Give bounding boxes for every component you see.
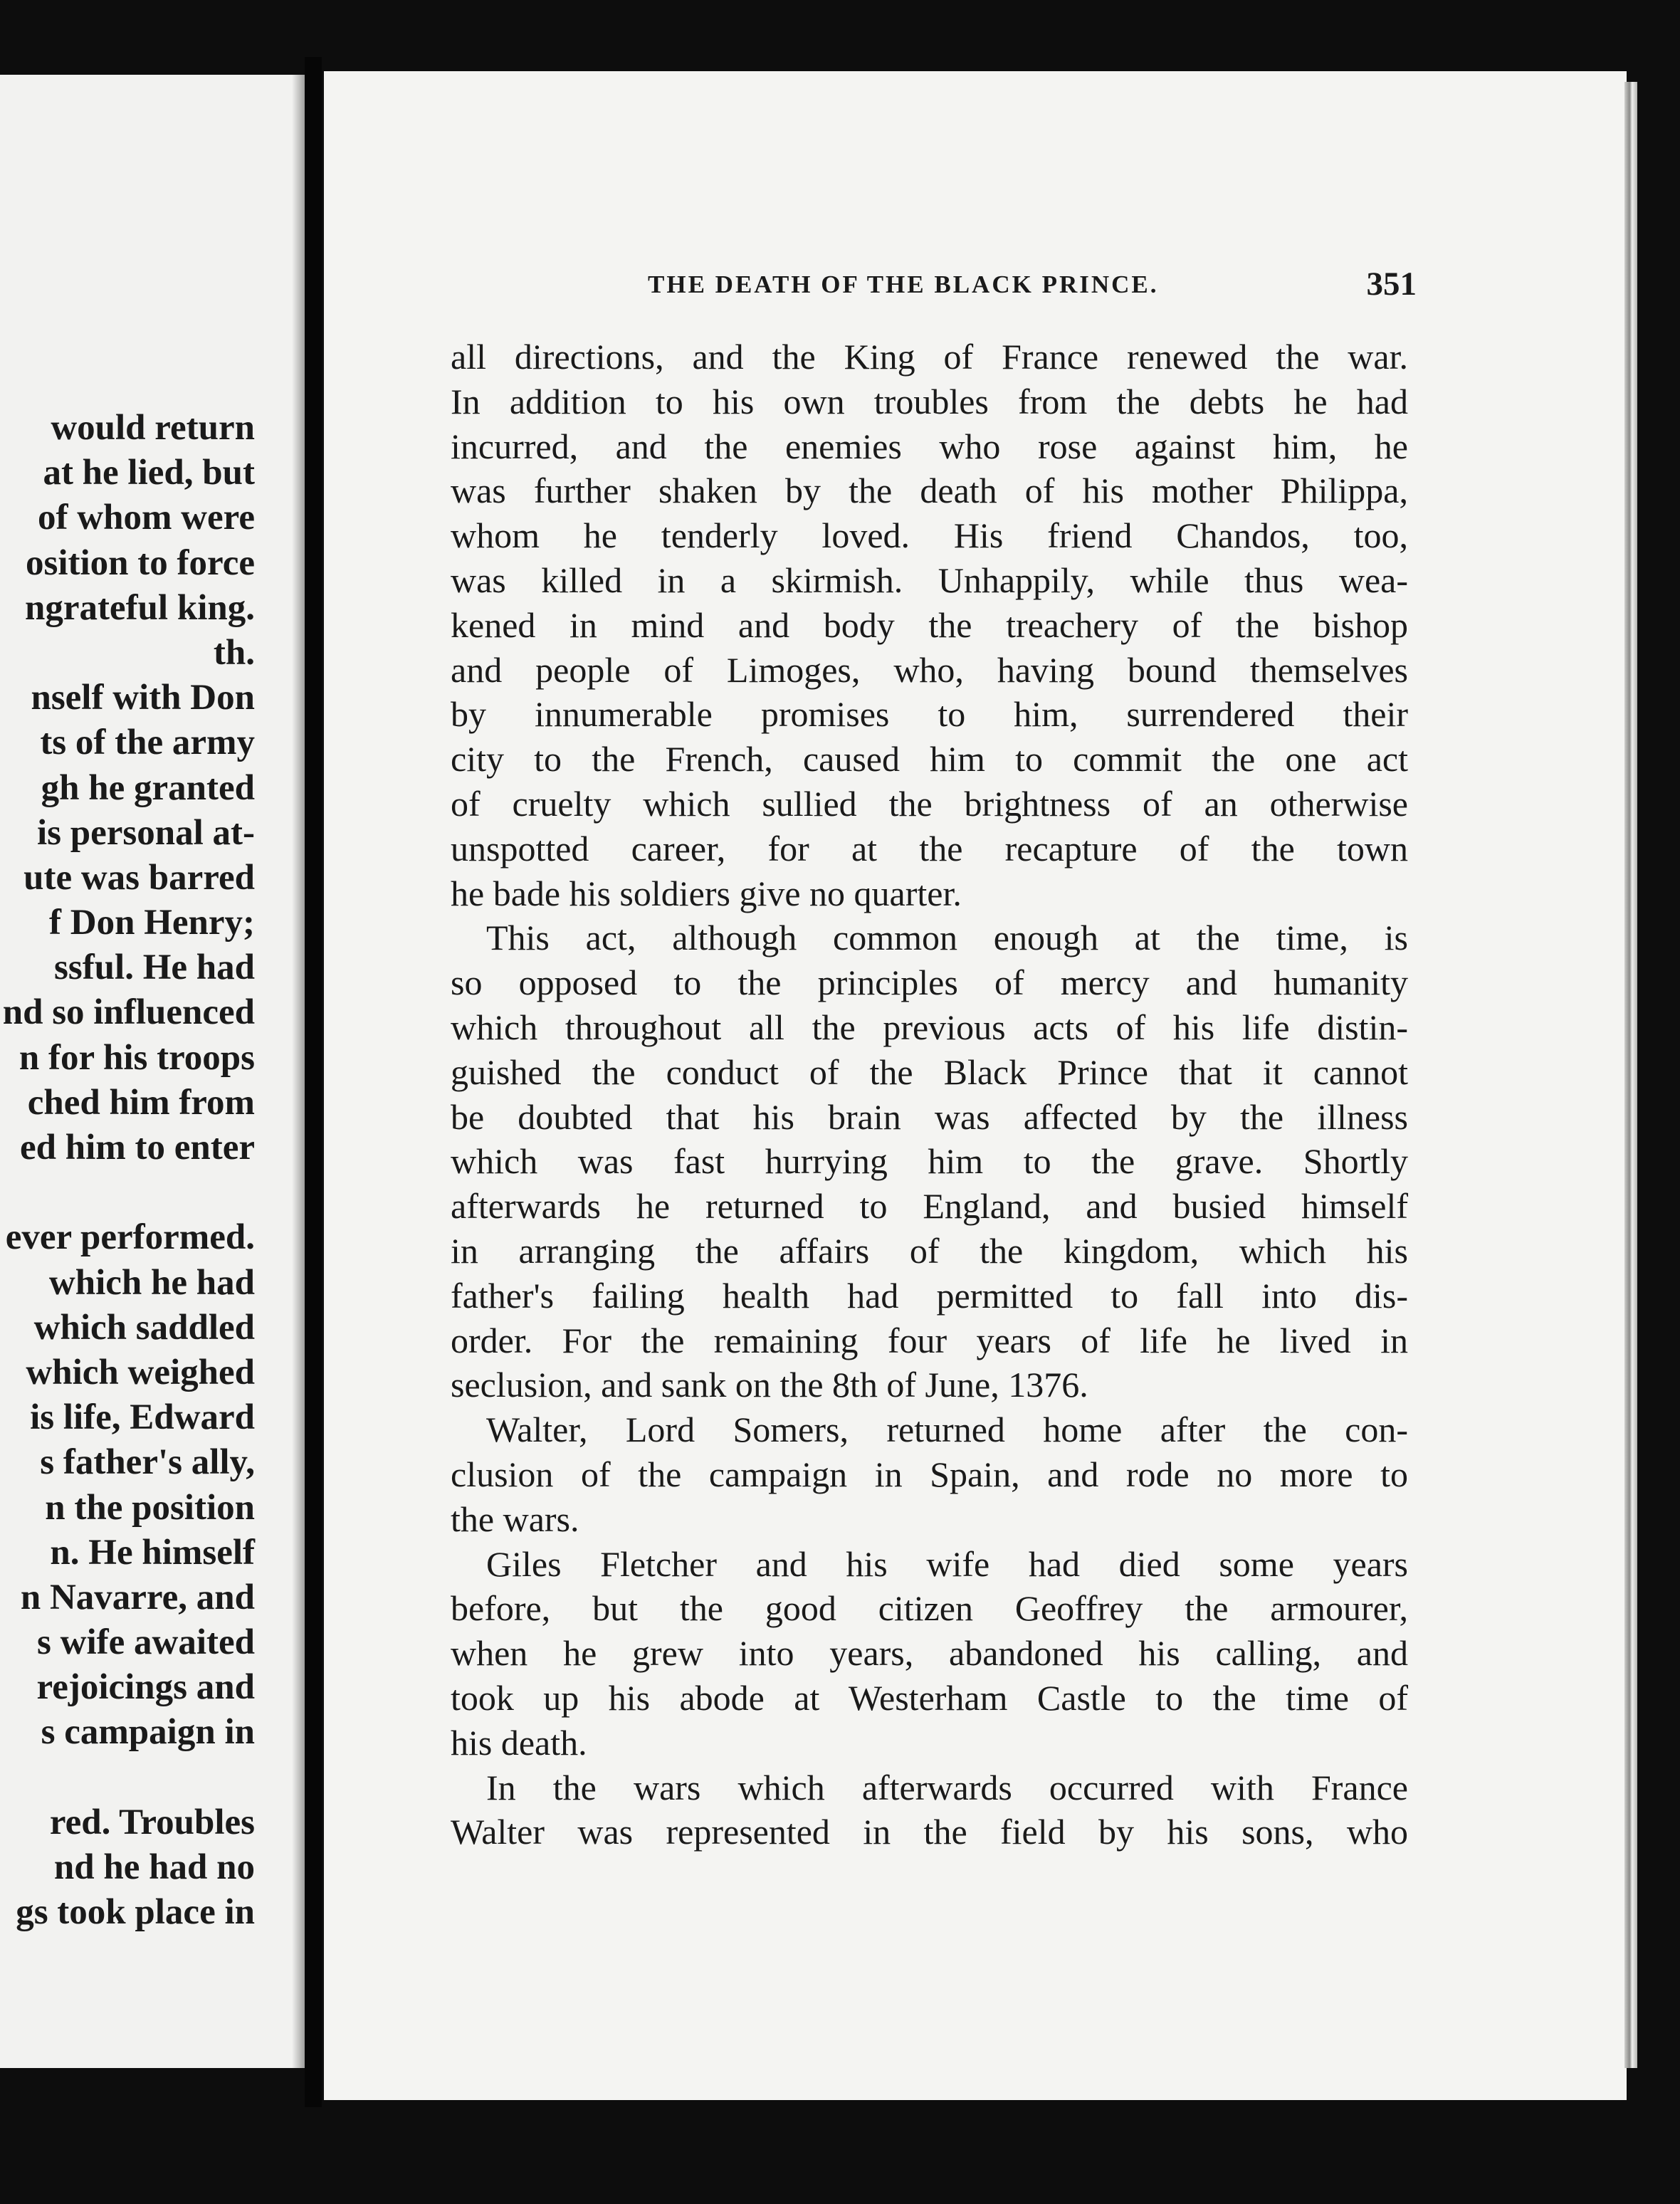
left-page-line: of whom were: [38, 498, 255, 538]
body-line: Walter was represented in the field by his sons, who: [451, 1812, 1408, 1852]
left-page-line: n. He himself: [50, 1532, 255, 1573]
body-line: Giles Fletcher and his wife had died some years: [486, 1543, 1408, 1584]
left-page: [0, 75, 305, 2068]
left-page-line: n the position: [45, 1487, 255, 1528]
body-line: was killed in a skirmish. Unhappily, while thus wea-: [451, 560, 1408, 600]
page-header: [648, 265, 1417, 308]
book-spine: [305, 57, 322, 2107]
body-line: In the wars which afterwards occurred with France: [486, 1767, 1408, 1807]
running-title: THE DEATH OF THE BLACK PRINCE.: [648, 271, 1159, 298]
page-number: 351: [1366, 266, 1417, 303]
left-page-gutter: [292, 75, 305, 2068]
body-line: was further shaken by the death of his mother Philippa,: [451, 471, 1408, 511]
body-line: unspotted career, for at the recapture of the town: [451, 828, 1408, 869]
body-line: be doubted that his brain was affected by the illness: [451, 1096, 1408, 1137]
body-line: and people of Limoges, who, having bound themselves: [451, 649, 1408, 690]
body-line: by innumerable promises to him, surrendered their: [451, 694, 1408, 735]
body-line: in arranging the affairs of the kingdom, which his: [451, 1230, 1408, 1271]
left-page-line: ssful. He had: [54, 948, 255, 988]
left-page-line: osition to force: [26, 542, 255, 583]
body-line: kened in mind and body the treachery of the bishop: [451, 604, 1408, 645]
left-page-line: ed him to enter: [19, 1128, 255, 1167]
body-line: Walter, Lord Somers, returned home after the con-: [486, 1410, 1408, 1450]
body-line: when he grew into years, abandoned his calling, and: [451, 1633, 1408, 1674]
left-page-line: nd he had no: [53, 1847, 255, 1887]
body-line: city to the French, caused him to commit the one act: [451, 739, 1408, 780]
body-line: seclusion, and sank on the 8th of June, 1376.: [451, 1365, 1088, 1405]
body-line: This act, although common enough at the time, is: [486, 918, 1408, 958]
left-page-line: rejoicings and: [36, 1667, 255, 1708]
body-text: [451, 335, 1408, 1854]
left-page-line: n for his troops: [19, 1037, 255, 1078]
body-line: guished the conduct of the Black Prince that it cannot: [451, 1051, 1408, 1092]
body-line: so opposed to the principles of mercy and humanity: [451, 962, 1408, 1003]
body-line: took up his abode at Westerham Castle to the time of: [451, 1677, 1408, 1718]
body-line: incurred, and the enemies who rose against him, he: [451, 426, 1408, 466]
left-page-line: gh he granted: [41, 767, 255, 808]
body-line: clusion of the campaign in Spain, and rode no more to: [451, 1454, 1408, 1494]
body-line: all directions, and the King of France renewed the war.: [451, 337, 1408, 377]
left-page-line: red. Troubles: [49, 1802, 255, 1842]
left-page-text: [3, 406, 255, 1935]
left-page-line: ts of the army: [40, 723, 255, 763]
body-line: his death.: [451, 1722, 587, 1763]
body-line: before, but the good citizen Geoffrey the armourer,: [451, 1588, 1408, 1629]
left-page-line: ched him from: [27, 1082, 255, 1123]
body-line: order. For the remaining four years of life he lived in: [451, 1320, 1408, 1360]
body-line: which was fast hurrying him to the grave. Shortly: [451, 1141, 1408, 1182]
body-line: he bade his soldiers give no quarter.: [451, 873, 962, 913]
left-page-line: which saddled: [33, 1307, 255, 1348]
left-page-line: n Navarre, and: [20, 1577, 255, 1617]
body-line: the wars.: [451, 1499, 579, 1539]
left-page-line: th.: [213, 632, 255, 673]
left-page-line: [3, 1756, 255, 1800]
body-line: afterwards he returned to England, and busied himself: [451, 1186, 1408, 1227]
body-line: In addition to his own troubles from the debts he had: [451, 381, 1408, 421]
left-page-line: which weighed: [26, 1352, 255, 1392]
left-page-line: is personal at-: [37, 812, 255, 853]
left-page-line: ngrateful king.: [24, 587, 255, 628]
left-page-line: nd so influenced: [2, 992, 255, 1033]
left-page-line: would return: [51, 408, 255, 448]
left-page-line: gs took place in: [16, 1892, 255, 1933]
body-line: whom he tenderly loved. His friend Chandos, too,: [451, 515, 1408, 556]
body-line: of cruelty which sullied the brightness of an otherwise: [451, 783, 1408, 824]
left-page-line: s wife awaited: [37, 1622, 255, 1663]
left-page-line: nself with Don: [31, 678, 255, 718]
body-line: father's failing health had permitted to fall into dis-: [451, 1275, 1408, 1316]
left-page-line: ever performed.: [5, 1217, 255, 1258]
left-page-line: ute was barred: [23, 857, 255, 898]
left-page-line: [3, 1170, 255, 1215]
left-page-line: f Don Henry;: [49, 903, 255, 943]
page-edge: [1624, 82, 1637, 2068]
left-page-line: s campaign in: [41, 1712, 255, 1753]
left-page-line: at he lied, but: [43, 453, 255, 493]
left-page-line: which he had: [48, 1262, 255, 1303]
left-page-line: s father's ally,: [40, 1442, 255, 1483]
left-page-line: is life, Edward: [30, 1397, 255, 1438]
body-line: which throughout all the previous acts of his life distin-: [451, 1007, 1408, 1047]
